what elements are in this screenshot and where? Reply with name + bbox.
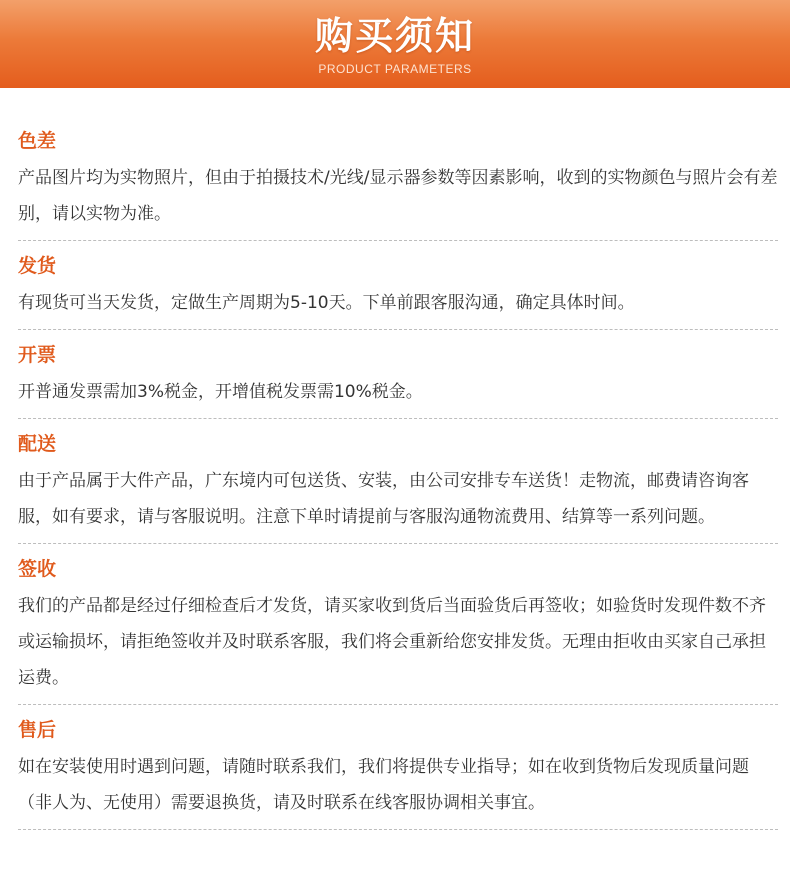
section-shipping: [18, 253, 778, 330]
section-body: 如在安装使用时遇到问题，请随时联系我们，我们将提供专业指导；如在收到货物后发现质量问题（非人为、无使用）需要退换货，请及时联系在线客服协调相关事宜。: [18, 757, 749, 813]
section-title: 色差: [18, 130, 57, 152]
section-title: 开票: [18, 344, 57, 366]
section-title: 配送: [18, 433, 57, 455]
section-title: 售后: [18, 719, 57, 741]
notice-sections: [0, 128, 790, 830]
section-invoice: [18, 342, 778, 419]
section-color-difference: [18, 128, 778, 241]
section-after-sales: [18, 717, 778, 830]
section-body: 由于产品属于大件产品，广东境内可包送货、安装，由公司安排专车送货！走物流，邮费请咨询客服，如有要求，请与客服说明。注意下单时请提前与客服沟通物流费用、结算等一系列问题。: [18, 471, 749, 527]
section-delivery: [18, 431, 778, 544]
section-body: 有现货可当天发货，定做生产周期为5-10天。下单前跟客服沟通，确定具体时间。: [18, 293, 635, 313]
section-title: 签收: [18, 558, 57, 580]
page-title: 购买须知: [314, 14, 475, 58]
section-receipt: [18, 556, 778, 705]
section-title: 发货: [18, 255, 57, 277]
header-banner: [0, 0, 790, 88]
section-body: 我们的产品都是经过仔细检查后才发货，请买家收到货后当面验货后再签收；如验货时发现件数不齐或运输损坏，请拒绝签收并及时联系客服，我们将会重新给您安排发货。无理由拒收由买家自己承担运费。: [18, 596, 766, 688]
section-body: 开普通发票需加3%税金，开增值税发票需10%税金。: [18, 382, 423, 402]
section-body: 产品图片均为实物照片，但由于拍摄技术/光线/显示器参数等因素影响，收到的实物颜色与照片会有差别，请以实物为准。: [18, 168, 778, 224]
page-subtitle: PRODUCT PARAMETERS: [318, 62, 472, 76]
